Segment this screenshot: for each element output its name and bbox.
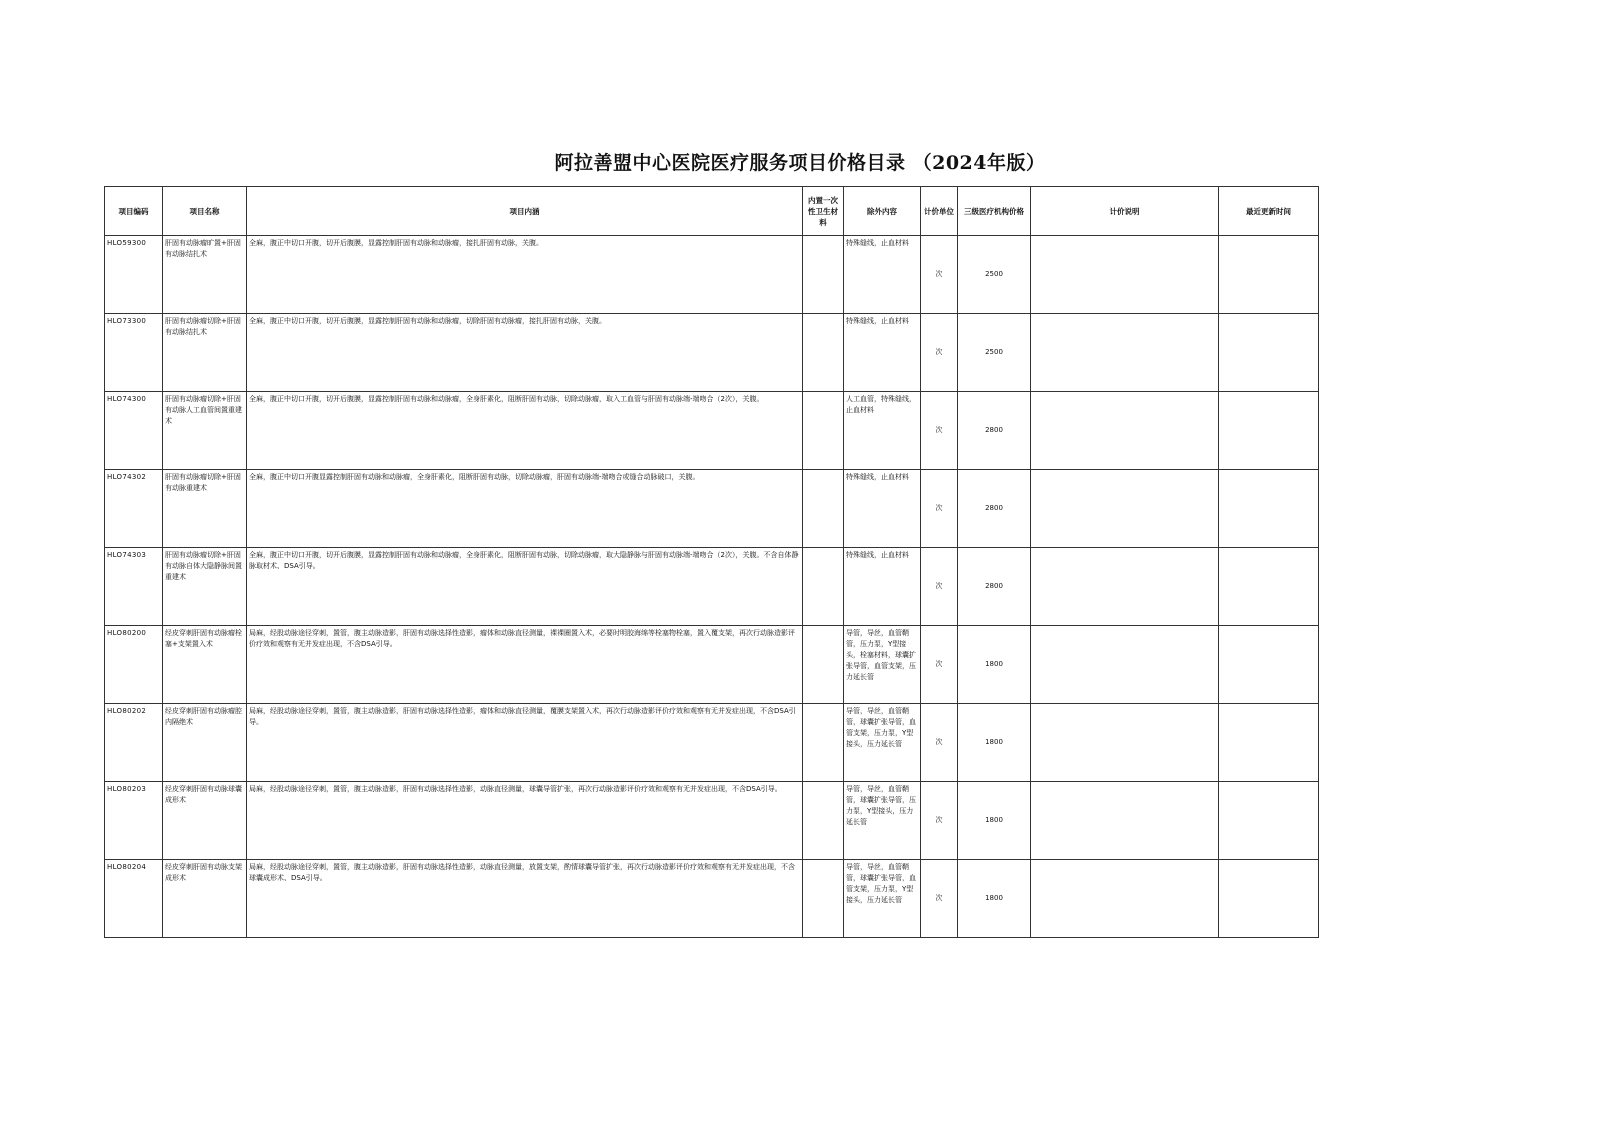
- cell-name: 肝固有动脉瘤旷置+肝固有动脉结扎术: [163, 236, 247, 314]
- cell-code: HLO73300: [105, 314, 163, 392]
- header-unit: 计价单位: [921, 187, 958, 236]
- cell-price: 2800: [958, 392, 1031, 470]
- table-row: [105, 704, 1319, 782]
- cell-code: HLO80202: [105, 704, 163, 782]
- cell-content: 全麻，腹正中切口开腹，切开后腹膜，显露控制肝固有动脉和动脉瘤，切除肝固有动脉瘤，接扎肝固有动脉，关腹。: [247, 314, 803, 392]
- cell-price: 1800: [958, 782, 1031, 860]
- header-notes: 计价说明: [1031, 187, 1219, 236]
- cell-code: HLO80203: [105, 782, 163, 860]
- cell-price: 2800: [958, 548, 1031, 626]
- cell-content: 局麻，经股动脉途径穿刺，置管，腹主动脉造影，肝固有动脉选择性造影，动脉直径测量，球囊导管扩张，再次行动脉造影评价疗效和观察有无并发症出现，不含DSA引导。: [247, 782, 803, 860]
- cell-content: 全麻，腹正中切口开腹，切开后腹膜，显露控制肝固有动脉和动脉瘤，全身肝素化，阻断肝固有动脉，切除动脉瘤，取大隐静脉与肝固有动脉端-端吻合（2次），关腹。不含自体静脉取材术、DSA引导。: [247, 548, 803, 626]
- cell-excluded: 特殊缝线，止血材料: [844, 470, 921, 548]
- cell-unit: 次: [921, 548, 958, 626]
- cell-price: 2500: [958, 236, 1031, 314]
- cell-unit: 次: [921, 860, 958, 938]
- cell-notes: [1031, 704, 1219, 782]
- header-row: [105, 187, 1319, 236]
- cell-updated: [1219, 704, 1319, 782]
- cell-disposable: [803, 782, 844, 860]
- cell-unit: 次: [921, 236, 958, 314]
- cell-price: 1800: [958, 860, 1031, 938]
- cell-disposable: [803, 626, 844, 704]
- cell-notes: [1031, 860, 1219, 938]
- table-row: [105, 782, 1319, 860]
- cell-code: HLO74300: [105, 392, 163, 470]
- cell-name: 经皮穿刺肝固有动脉瘤腔内隔绝术: [163, 704, 247, 782]
- price-table: [104, 186, 1319, 938]
- header-excluded: 除外内容: [844, 187, 921, 236]
- cell-code: HLO74303: [105, 548, 163, 626]
- cell-notes: [1031, 626, 1219, 704]
- table-row: [105, 236, 1319, 314]
- cell-excluded: 特殊缝线，止血材料: [844, 236, 921, 314]
- cell-excluded: 导管，导丝，血管鞘管，球囊扩张导管，血管支架，压力泵，Y型接头，压力延长管: [844, 704, 921, 782]
- cell-name: 经皮穿刺肝固有动脉球囊成形术: [163, 782, 247, 860]
- cell-content: 局麻，经股动脉途径穿刺，置管，腹主动脉造影，肝固有动脉选择性造影，瘤体和动脉直径测量，裸裸圈置入术，必要时明胶海绵等栓塞物栓塞，置入覆支架，再次行动脉造影评价疗效和观察有无并发症出现，不含DSA引导。: [247, 626, 803, 704]
- cell-price: 2500: [958, 314, 1031, 392]
- cell-excluded: 导管，导丝，血管鞘管，球囊扩张导管，压力泵，Y型接头，压力延长管: [844, 782, 921, 860]
- cell-code: HLO74302: [105, 470, 163, 548]
- cell-notes: [1031, 548, 1219, 626]
- cell-disposable: [803, 392, 844, 470]
- cell-content: 全麻，腹正中切口开腹显露控制肝固有动脉和动脉瘤，全身肝素化，阻断肝固有动脉，切除动脉瘤，肝固有动脉端-端吻合或缝合动脉破口，关腹。: [247, 470, 803, 548]
- cell-content: 全麻，腹正中切口开腹，切开后腹膜，显露控制肝固有动脉和动脉瘤，接扎肝固有动脉，关腹。: [247, 236, 803, 314]
- cell-name: 肝固有动脉瘤切除+肝固有动脉结扎术: [163, 314, 247, 392]
- cell-code: HLO80200: [105, 626, 163, 704]
- cell-disposable: [803, 860, 844, 938]
- cell-notes: [1031, 782, 1219, 860]
- cell-price: 2800: [958, 470, 1031, 548]
- cell-unit: 次: [921, 626, 958, 704]
- cell-unit: 次: [921, 392, 958, 470]
- table-row: [105, 860, 1319, 938]
- cell-updated: [1219, 236, 1319, 314]
- header-price: 三级医疗机构价格: [958, 187, 1031, 236]
- table-row: [105, 392, 1319, 470]
- cell-name: 肝固有动脉瘤切除+肝固有动脉人工血管间置重建术: [163, 392, 247, 470]
- header-code: 项目编码: [105, 187, 163, 236]
- header-updated: 最近更新时间: [1219, 187, 1319, 236]
- cell-updated: [1219, 626, 1319, 704]
- cell-content: 局麻，经股动脉途径穿刺，置管，腹主动脉造影，肝固有动脉选择性造影，瘤体和动脉直径测量，覆膜支架置入术，再次行动脉造影评价疗效和观察有无并发症出现，不含DSA引导。: [247, 704, 803, 782]
- cell-excluded: 导管，导丝，血管鞘管，压力泵，Y型接头，栓塞材料，球囊扩张导管，血管支架，压力延长管: [844, 626, 921, 704]
- cell-updated: [1219, 860, 1319, 938]
- cell-disposable: [803, 548, 844, 626]
- cell-excluded: 特殊缝线，止血材料: [844, 548, 921, 626]
- cell-notes: [1031, 314, 1219, 392]
- table-row: [105, 314, 1319, 392]
- cell-updated: [1219, 314, 1319, 392]
- table-row: [105, 626, 1319, 704]
- cell-unit: 次: [921, 704, 958, 782]
- cell-name: 经皮穿刺肝固有动脉支架成形术: [163, 860, 247, 938]
- cell-updated: [1219, 548, 1319, 626]
- cell-name: 肝固有动脉瘤切除+肝固有动脉自体大隐静脉间置重建术: [163, 548, 247, 626]
- cell-updated: [1219, 392, 1319, 470]
- header-content: 项目内涵: [247, 187, 803, 236]
- cell-disposable: [803, 236, 844, 314]
- cell-excluded: 导管，导丝，血管鞘管，球囊扩张导管，血管支架，压力泵，Y型接头，压力延长管: [844, 860, 921, 938]
- document-title: 阿拉善盟中心医院医疗服务项目价格目录 （2024年版）: [554, 152, 1046, 174]
- cell-notes: [1031, 236, 1219, 314]
- cell-notes: [1031, 392, 1219, 470]
- cell-disposable: [803, 704, 844, 782]
- cell-price: 1800: [958, 704, 1031, 782]
- cell-unit: 次: [921, 782, 958, 860]
- header-disposable: 内置一次性卫生材料: [803, 187, 844, 236]
- cell-name: 经皮穿刺肝固有动脉瘤栓塞+支架置入术: [163, 626, 247, 704]
- table-row: [105, 470, 1319, 548]
- cell-updated: [1219, 470, 1319, 548]
- cell-disposable: [803, 314, 844, 392]
- cell-content: 全麻，腹正中切口开腹，切开后腹膜，显露控制肝固有动脉和动脉瘤，全身肝素化，阻断肝固有动脉，切除动脉瘤，取入工血管与肝固有动脉端-端吻合（2次），关腹。: [247, 392, 803, 470]
- cell-name: 肝固有动脉瘤切除+肝固有动脉重建术: [163, 470, 247, 548]
- cell-updated: [1219, 782, 1319, 860]
- table-row: [105, 548, 1319, 626]
- cell-disposable: [803, 470, 844, 548]
- cell-price: 1800: [958, 626, 1031, 704]
- cell-excluded: 人工血管，特殊缝线，止血材料: [844, 392, 921, 470]
- cell-unit: 次: [921, 470, 958, 548]
- header-name: 项目名称: [163, 187, 247, 236]
- table-body: [105, 236, 1319, 938]
- cell-notes: [1031, 470, 1219, 548]
- cell-excluded: 特殊缝线，止血材料: [844, 314, 921, 392]
- table-header: [105, 187, 1319, 236]
- cell-unit: 次: [921, 314, 958, 392]
- cell-code: HLO80204: [105, 860, 163, 938]
- cell-code: HLO59300: [105, 236, 163, 314]
- cell-content: 局麻，经股动脉途径穿刺，置管，腹主动脉造影，肝固有动脉选择性造影，动脉直径测量，放置支架，酌情球囊导管扩张，再次行动脉造影评价疗效和观察有无并发症出现，不含球囊成形术、DSA引导。: [247, 860, 803, 938]
